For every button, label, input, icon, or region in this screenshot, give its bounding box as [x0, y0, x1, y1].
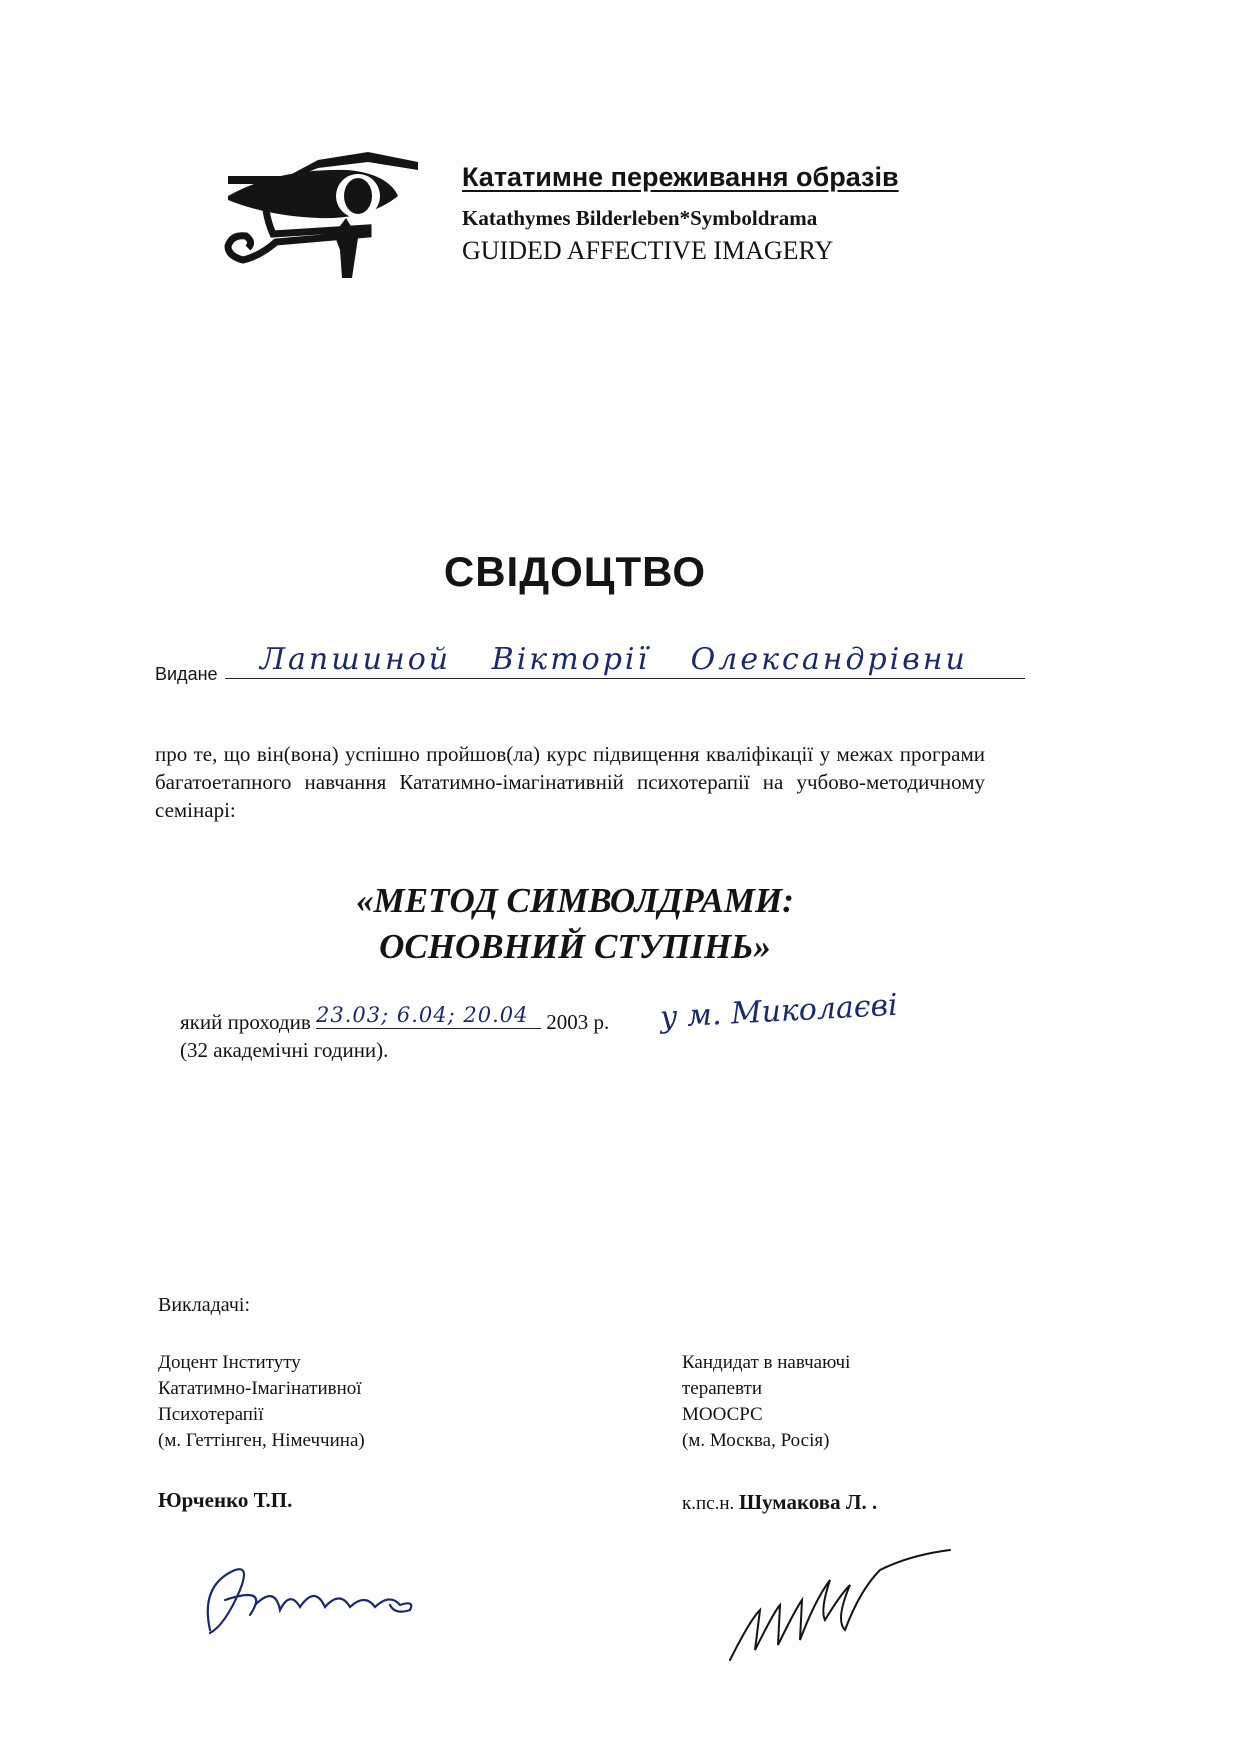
teacher-left-line: (м. Геттінген, Німеччина): [158, 1430, 365, 1451]
teacher-left-line: Психотерапії: [158, 1404, 264, 1425]
signature-left: [180, 1545, 440, 1645]
course-title-line2: ОСНОВНИЙ СТУПІНЬ»: [379, 927, 771, 966]
teacher-right-line: (м. Москва, Росія): [682, 1430, 830, 1451]
issued-underline: [225, 678, 1025, 679]
header-title-ukrainian: Кататимне переживання образів: [462, 162, 899, 192]
teacher-right-line: Кандидат в навчаючі: [682, 1352, 851, 1373]
held-line: [180, 1003, 610, 1035]
signature-right: [720, 1540, 960, 1670]
course-title-line1: «МЕТОД СИМВОЛДРАМИ:: [356, 881, 794, 920]
course-title: [0, 878, 1150, 970]
held-year: 2003 р.: [546, 1010, 610, 1034]
recipient-name-handwritten: Лапшиной Вікторії Олександрівни: [260, 642, 968, 677]
teacher-left-line: Кататимно-Імагінативної: [158, 1378, 362, 1399]
teacher-right-name: Шумакова Л. .: [739, 1490, 878, 1514]
held-city-handwritten: у м. Миколаєві: [659, 987, 899, 1036]
header-title-english: GUIDED AFFECTIVE IMAGERY: [462, 236, 834, 265]
teacher-right-line: терапевти: [682, 1378, 762, 1399]
header-title-german: Katathymes Bilderleben*Symboldrama: [462, 206, 818, 230]
teachers-label: Викладачі:: [158, 1294, 251, 1316]
teacher-left-name: Юрченко Т.П.: [158, 1488, 293, 1512]
eye-of-horus-logo: [218, 138, 438, 284]
held-dates-handwritten: 23.03; 6.04; 20.04: [316, 1003, 529, 1027]
certificate-body-text: про те, що він(вона) успішно пройшов(ла) курс підвищення кваліфікації у межах програми багатоетапного навчання Кататимно-імагінативній психотерапії на учбово-методичному семінарі:: [155, 742, 985, 822]
teacher-left-line: Доцент Інституту: [158, 1352, 301, 1373]
teacher-right-line: МООСРС: [682, 1404, 763, 1425]
certificate-title: СВІДОЦТВО: [443, 548, 707, 595]
teacher-right-credentials: [682, 1350, 850, 1454]
held-dates-underline: [316, 1003, 541, 1029]
academic-hours: (32 академічні години).: [180, 1038, 389, 1062]
teacher-right-name-line: [682, 1490, 877, 1515]
held-prefix: який проходив: [180, 1010, 311, 1034]
teacher-right-degree: к.пс.н.: [682, 1493, 735, 1514]
issued-label: Видане: [155, 664, 218, 684]
teacher-left-credentials: [158, 1350, 365, 1454]
